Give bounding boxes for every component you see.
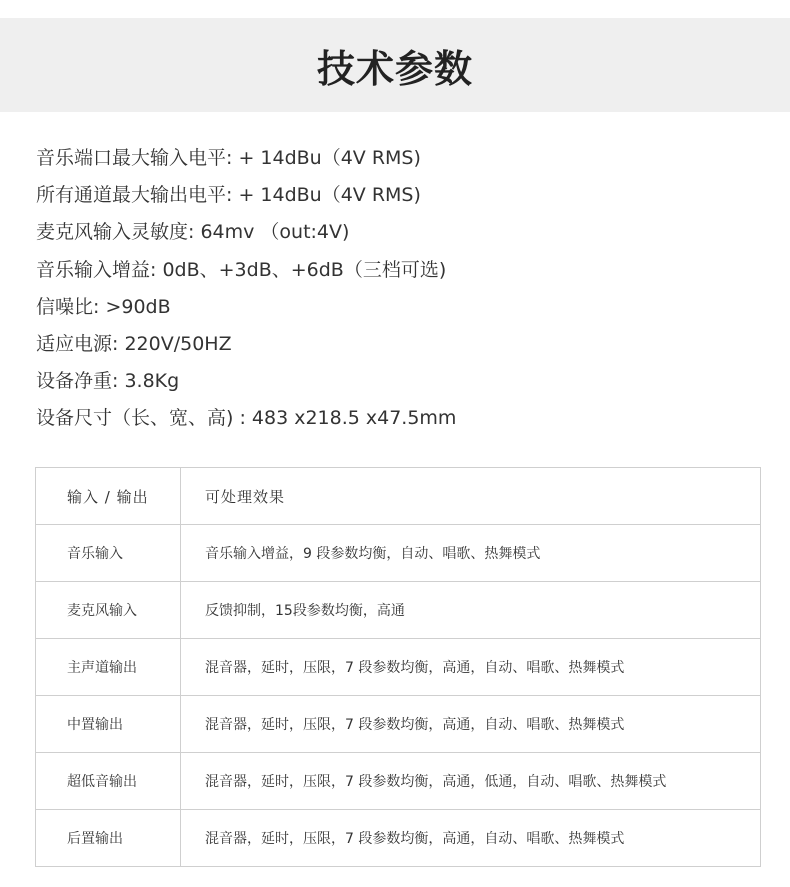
table-row [36,810,761,867]
column-header-io: 输入 / 输出 [36,468,181,525]
row-channel: 超低音输出 [36,753,181,810]
row-channel: 音乐输入 [36,525,181,582]
table-row [36,639,761,696]
page-title: 技术参数 [316,46,473,91]
row-channel: 主声道输出 [36,639,181,696]
table-row [36,525,761,582]
column-header-effects: 可处理效果 [181,468,761,525]
row-effects: 混音器，延时，压限，7 段参数均衡，高通，自动、唱歌、热舞模式 [181,639,761,696]
spec-item: 信噪比: >90dB [36,295,171,318]
spec-item: 音乐端口最大输入电平: + 14dBu（4V RMS) [36,147,421,169]
table-row [36,753,761,810]
row-channel: 中置输出 [36,696,181,753]
effects-table [35,467,761,867]
spec-item: 所有通道最大输出电平: + 14dBu（4V RMS) [36,184,421,207]
table-header-row [36,468,761,525]
row-channel: 后置输出 [36,810,181,867]
row-channel: 麦克风输入 [36,582,181,639]
row-effects: 音乐输入增益，9 段参数均衡，自动、唱歌、热舞模式 [181,525,761,582]
spec-list [36,140,756,438]
table-row [36,696,761,753]
title-banner [0,18,790,112]
row-effects: 反馈抑制，15段参数均衡，高通 [181,582,761,639]
spec-item: 设备尺寸（长、宽、高) : 483 x218.5 x47.5mm [36,407,457,430]
spec-item: 适应电源: 220V/50HZ [36,332,232,355]
row-effects: 混音器，延时，压限，7 段参数均衡，高通，自动、唱歌、热舞模式 [181,696,761,753]
row-effects: 混音器，延时，压限，7 段参数均衡，高通，自动、唱歌、热舞模式 [181,810,761,867]
spec-item: 设备净重: 3.8Kg [36,370,180,393]
spec-item: 麦克风输入灵敏度: 64mv （out:4V) [36,221,350,244]
table-row [36,582,761,639]
spec-item: 音乐输入增益: 0dB、+3dB、+6dB（三档可选) [36,258,447,281]
row-effects: 混音器，延时，压限，7 段参数均衡，高通，低通，自动、唱歌、热舞模式 [181,753,761,810]
